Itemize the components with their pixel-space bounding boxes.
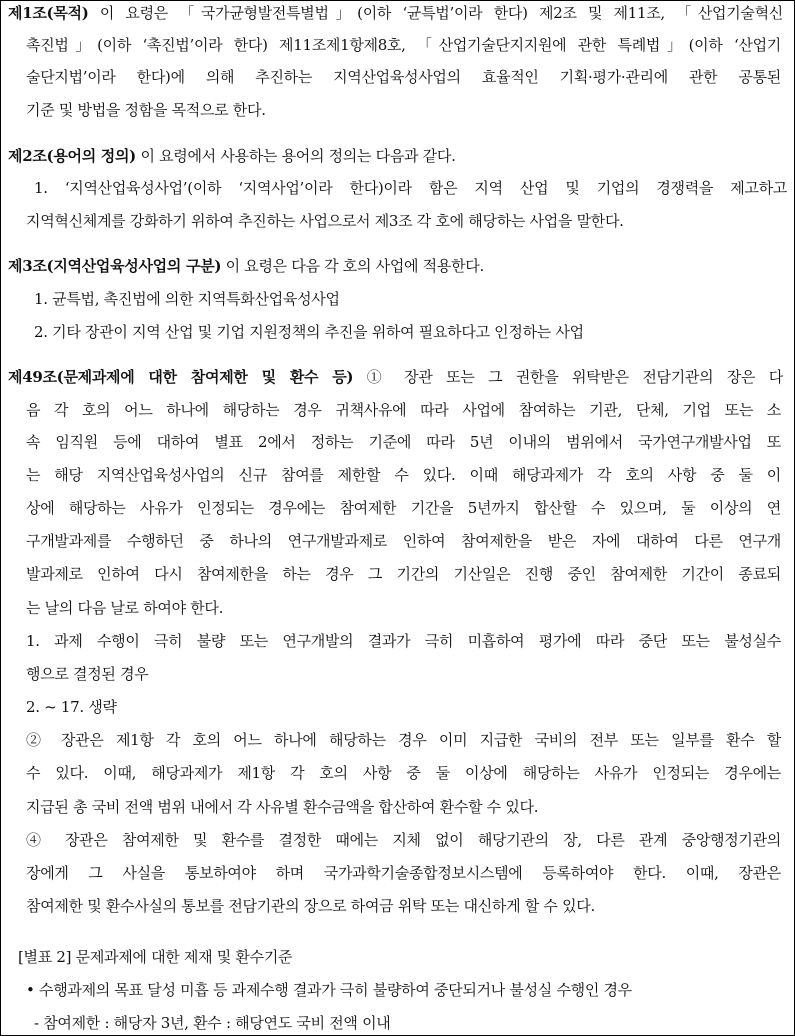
article-49-line-3: 속 임직원 등에 대하여 별표 2에서 정하는 기준에 따라 5년 이내의 범위에서 국가연구개발사업 또 (26, 433, 781, 451)
article-49-para-4-line-3: 참여제한 및 환수사실의 통보를 전담기관의 장으로 하여금 위탁 또는 대신하게 할 수 있다. (26, 897, 595, 915)
article-49-items-omitted: 2. ~ 17. 생략 (26, 698, 117, 716)
article-49-line-8: 는 날의 다음 날로 하여야 한다. (26, 599, 224, 617)
article-1-text: 이 요령은 「국가균형발전특별법」(이하 ‘균특법’이라 한다) 제2조 및 제11조, 「산업기술혁신 (88, 4, 783, 22)
article-1-line-1 (8, 3, 783, 23)
article-3-line-1 (8, 256, 484, 276)
article-2-item-1-line-2: 지역혁신체계를 강화하기 위하여 추진하는 사업으로서 제3조 각 호에 해당하는 사업을 말한다. (26, 212, 624, 230)
article-49-line-6: 구개발과제를 수행하던 중 하나의 연구개발과제로 인하여 참여제한을 받은 자에 대하여 다른 연구개 (26, 532, 781, 550)
article-3-item-2: 2. 기타 장관이 지역 산업 및 기업 지원정책의 추진을 위하여 필요하다고 인정하는 사업 (34, 323, 584, 341)
article-49-line-7: 발과제로 인하여 다시 참여제한을 하는 경우 그 기간의 기산일은 진행 중인 참여제한 기간이 종료되 (26, 565, 781, 583)
article-2-text: 이 요령에서 사용하는 용어의 정의는 다음과 같다. (135, 147, 456, 165)
article-1-line-3: 술단지법’이라 한다)에 의해 추진하는 지역산업육성사업의 효율적인 기획·평가·관리에 관한 공통된 (26, 68, 781, 86)
appendix-2-title: [별표 2] 문제과제에 대한 제재 및 환수기준 (18, 948, 293, 966)
article-1-line-2: 촉진법」(이하 ‘촉진법’이라 한다) 제11조제1항제8호, 「산업기술단지지원에 관한 특례법」(이하 ‘산업기 (26, 36, 781, 54)
article-49-line-4: 는 해당 지역산업육성사업의 신규 참여를 제한할 수 있다. 이때 해당과제가 각 호의 사항 중 둘 이 (26, 466, 781, 484)
article-1-line-4: 기준 및 방법을 정함을 목적으로 한다. (26, 101, 266, 119)
article-49-text: ① 장관 또는 그 권한을 위탁받은 전담기관의 장은 다 (353, 368, 783, 386)
appendix-2-bullet: • 수행과제의 목표 달성 미흡 등 과제수행 결과가 극히 불량하여 중단되거나 불성실 수행인 경우 (26, 981, 632, 999)
article-49-para-4-line-2: 장에게 그 사실을 통보하여야 하며 국가과학기술종합정보시스템에 등록하여야 한다. 이때, 장관은 (26, 864, 781, 882)
article-3-heading: 제3조(지역산업육성사업의 구분) (8, 257, 222, 275)
article-49-para-2-line-1: ② 장관은 제1항 각 호의 어느 하나에 해당하는 경우 이미 지급한 국비의 전부 또는 일부를 환수 할 (26, 731, 781, 749)
article-49-heading: 제49조(문제과제에 대한 참여제한 및 환수 등) (8, 368, 354, 386)
article-3-item-1: 1. 균특법, 촉진법에 의한 지역특화산업육성사업 (34, 290, 340, 308)
article-49-line-1 (8, 367, 783, 387)
article-49-item-1-line-2: 행으로 결정된 경우 (26, 665, 149, 683)
article-2-heading: 제2조(용어의 정의) (8, 147, 136, 165)
article-49-para-2-line-3: 지급된 총 국비 전액 범위 내에서 각 사유별 환수금액을 합산하여 환수할 수 있다. (26, 798, 539, 816)
appendix-2-sub-item: - 참여제한 : 해당자 3년, 환수 : 해당연도 국비 전액 이내 (34, 1014, 391, 1032)
article-49-para-2-line-2: 수 있다. 이때, 해당과제가 제1항 각 호의 사항 중 둘 이상에 해당하는 사유가 인정되는 경우에는 (26, 764, 781, 782)
article-3-text: 이 요령은 다음 각 호의 사업에 적용한다. (221, 257, 484, 275)
article-2-line-1 (8, 146, 456, 166)
article-49-para-4-line-1: ④ 장관은 참여제한 및 환수를 결정한 때에는 지체 없이 해당기관의 장, 다른 관계 중앙행정기관의 (26, 831, 781, 849)
article-49-line-2: 음 각 호의 어느 하나에 해당하는 경우 귀책사유에 따라 사업에 참여하는 기관, 단체, 기업 또는 소 (26, 401, 781, 419)
article-49-line-5: 상에 해당하는 사유가 인정되는 경우에는 참여제한 기간을 5년까지 합산할 수 있으며, 둘 이상의 연 (26, 499, 781, 517)
article-1-heading: 제1조(목적) (8, 4, 89, 22)
article-49-item-1-line-1: 1. 과제 수행이 극히 불량 또는 연구개발의 결과가 극히 미흡하여 평가에 따라 중단 또는 불성실수 (26, 632, 781, 650)
article-2-item-1-line-1: 1. ‘지역산업육성사업’(이하 ‘지역사업’이라 한다)이라 함은 지역 산업 및 기업의 경쟁력을 제고하고 (34, 179, 787, 197)
